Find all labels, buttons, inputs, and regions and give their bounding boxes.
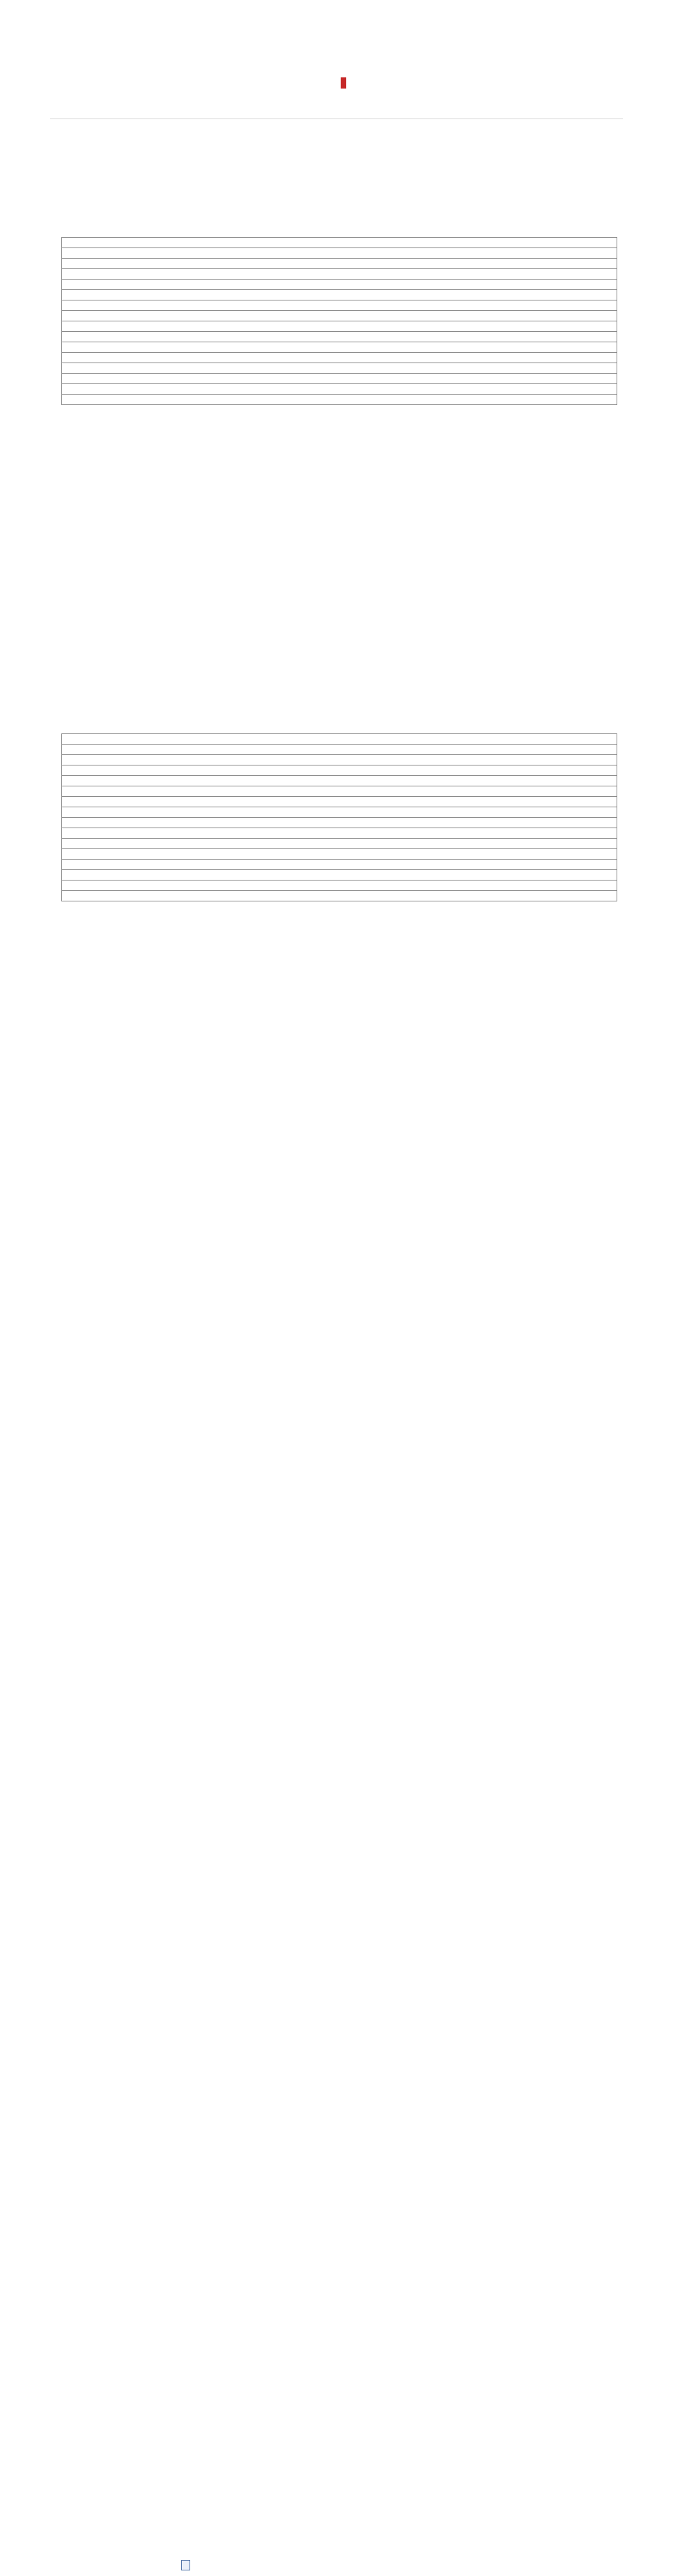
table-row	[62, 374, 617, 384]
main-info-table	[61, 733, 617, 901]
table-row	[62, 807, 617, 818]
table-row	[62, 828, 617, 839]
table-row	[62, 311, 617, 321]
table-row	[62, 881, 617, 891]
table-row	[62, 755, 617, 765]
table-row	[62, 818, 617, 828]
table-row	[62, 280, 617, 290]
table-row	[62, 849, 617, 860]
table-row	[62, 860, 617, 870]
table-row	[62, 745, 617, 755]
table-row	[62, 363, 617, 374]
meta-line	[0, 78, 673, 88]
table-row	[62, 300, 617, 311]
deal-info-table	[61, 237, 617, 405]
table-row	[62, 734, 617, 745]
table-row	[62, 786, 617, 797]
table-row	[62, 891, 617, 901]
table-row	[62, 776, 617, 786]
document-icon	[181, 2560, 190, 2570]
table-row	[62, 353, 617, 363]
table-row	[62, 290, 617, 300]
table-row	[62, 839, 617, 849]
table-row	[62, 395, 617, 404]
table-row	[62, 321, 617, 332]
table-row	[62, 238, 617, 248]
table-row	[62, 384, 617, 395]
table-row	[62, 342, 617, 353]
table-row	[62, 870, 617, 881]
table-row	[62, 797, 617, 807]
attachment-link[interactable]	[181, 2560, 192, 2570]
table-row	[62, 259, 617, 269]
table-row	[62, 248, 617, 259]
table-row	[62, 765, 617, 776]
table-row	[62, 332, 617, 342]
table-row	[62, 269, 617, 280]
notice-summary-tag[interactable]	[341, 77, 346, 89]
